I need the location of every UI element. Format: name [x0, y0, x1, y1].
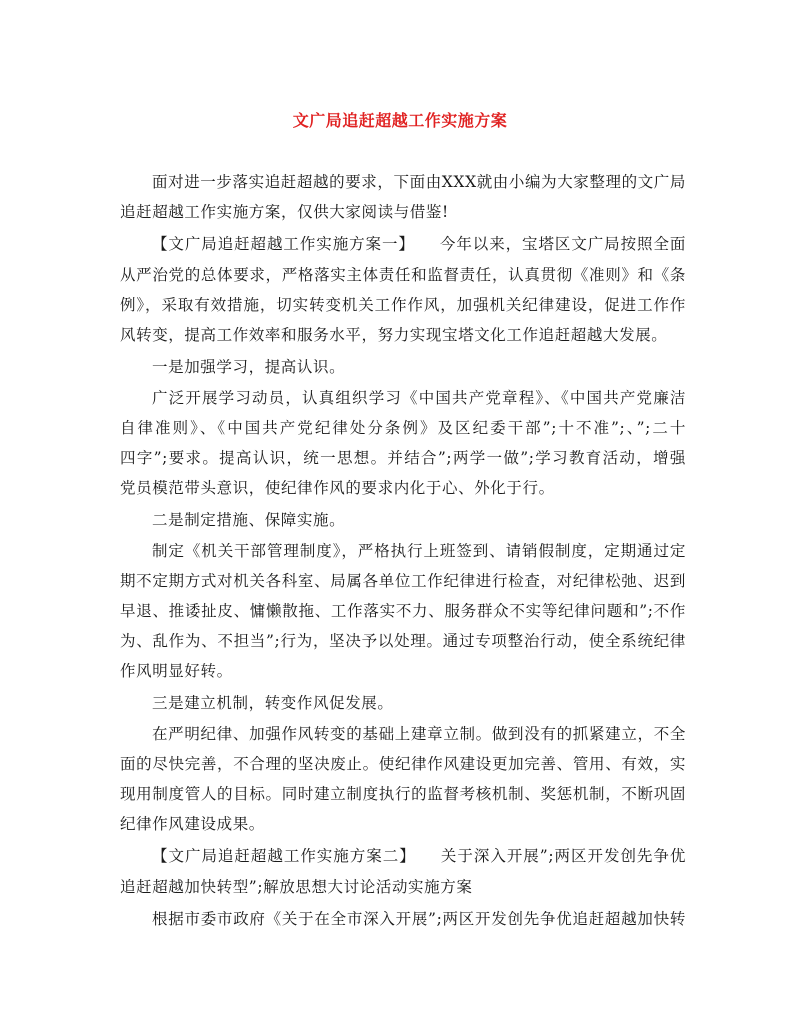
paragraph-line: 期不定期方式对机关各科室、局属各单位工作纪律进行检查，对纪律松弛、迟到: [120, 572, 686, 590]
paragraph-line: 纪律作风建设成果。: [120, 815, 265, 833]
paragraph-line: 面对进一步落实追赶超越的要求，下面由XXX就由小编为大家整理的文广局: [152, 173, 687, 191]
paragraph-line: 作风明显好转。: [120, 662, 233, 680]
paragraph-line: 【文广局追赶超越工作实施方案二】 关于深入开展”;两区开发创先争优: [152, 847, 686, 865]
document-title: 文广局追赶超越工作实施方案: [292, 111, 508, 130]
section-heading: 二是制定措施、保障实施。: [152, 511, 346, 529]
paragraph-line: 风转变，提高工作效率和服务水平，努力实现宝塔文化工作追赶超越大发展。: [120, 326, 668, 344]
paragraph-line: 现用制度管人的目标。同时建立制度执行的监督考核机制、奖惩机制，不断巩固: [120, 785, 686, 803]
paragraph-line: 根据市委市政府《关于在全市深入开展”;两区开发创先争优追赶超越加快转: [152, 910, 686, 928]
paragraph-line: 制定《机关干部管理制度》，严格执行上班签到、请销假制度，定期通过定: [152, 542, 686, 560]
section-heading: 一是加强学习，提高认识。: [152, 358, 346, 376]
paragraph-line: 例》，采取有效措施，切实转变机关工作作风，加强机关纪律建设，促进工作作: [120, 296, 686, 314]
section-heading: 三是建立机制，转变作风促发展。: [152, 694, 394, 712]
paragraph-line: 党员模范带头意识，使纪律作风的要求内化于心、外化于行。: [120, 479, 555, 497]
paragraph-line: 从严治党的总体要求，严格落实主体责任和监督责任，认真贯彻《准则》和《条: [120, 266, 686, 284]
paragraph-line: 自律准则》、《中国共产党纪律处分条例》及区纪委干部”;十不准”;、”;二十: [120, 419, 686, 437]
paragraph-line: 为、乱作为、不担当”;行为，坚决予以处理。通过专项整治行动，使全系统纪律: [120, 632, 686, 650]
paragraph-line: 广泛开展学习动员，认真组织学习《中国共产党章程》、《中国共产党廉洁: [152, 389, 686, 407]
paragraph-line: 追赶超越工作实施方案，仅供大家阅读与借鉴!: [120, 203, 449, 221]
paragraph-line: 追赶超越加快转型”;解放思想大讨论活动实施方案: [120, 878, 473, 896]
paragraph-line: 早退、推诿扯皮、慵懒散拖、工作落实不力、服务群众不实等纪律问题和”;不作: [120, 602, 686, 620]
paragraph-line: 面的尽快完善，不合理的坚决废止。使纪律作风建设更加完善、管用、有效，实: [120, 755, 686, 773]
paragraph-line: 【文广局追赶超越工作实施方案一】 今年以来，宝塔区文广局按照全面: [152, 235, 686, 253]
paragraph-line: 四字”;要求。提高认识，统一思想。并结合”;两学一做”;学习教育活动，增强: [120, 449, 686, 467]
paragraph-line: 在严明纪律、加强作风转变的基础上建章立制。做到没有的抓紧建立，不全: [152, 725, 686, 743]
